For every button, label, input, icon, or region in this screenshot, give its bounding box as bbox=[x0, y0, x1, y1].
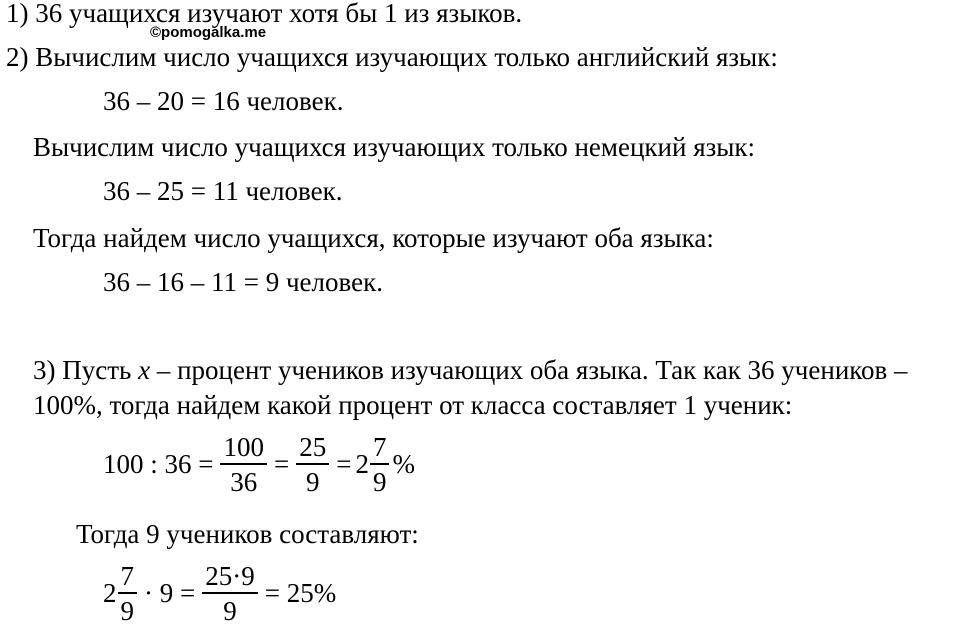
line-step-3-start: 3) Пусть bbox=[33, 355, 139, 385]
line-nine-students: Тогда 9 учеников составляют: bbox=[76, 519, 419, 549]
line-step-3-end: – процент учеников изучающих оба языка. Так как 36 учеников – bbox=[150, 355, 908, 385]
percent-sign: % bbox=[392, 449, 415, 480]
equals-sign: = bbox=[336, 449, 352, 480]
fraction-numerator: 25·9 bbox=[205, 561, 255, 591]
fraction-25-over-9 bbox=[296, 434, 329, 496]
line-both-calc: 36 – 16 – 11 = 9 человек. bbox=[103, 267, 383, 297]
equals-sign: = bbox=[273, 449, 290, 480]
watermark: ©pomogalka.me bbox=[150, 24, 267, 41]
fraction-denominator: 9 bbox=[372, 466, 387, 497]
fraction-denominator: 9 bbox=[223, 595, 237, 626]
fraction-7-over-9 bbox=[118, 563, 138, 625]
line-both-intro: Тогда найдем число учащихся, которые изучают оба языка: bbox=[33, 223, 714, 253]
fraction-numerator: 100 bbox=[223, 432, 264, 462]
result-25-percent: = 25% bbox=[264, 578, 337, 609]
line-step-1: 1) 36 учащихся изучают хотя бы 1 из языков. bbox=[6, 0, 523, 28]
fraction-100-over-36 bbox=[220, 434, 267, 496]
fraction-denominator: 9 bbox=[120, 595, 134, 626]
formula1-lhs: 100 : 36 = bbox=[103, 449, 214, 480]
formula-percent-per-student bbox=[103, 434, 415, 496]
line-step-2: 2) Вычислим число учащихся изучающих только английский язык: bbox=[6, 42, 778, 72]
multiply-nine: · 9 = bbox=[144, 578, 196, 609]
line-german-only-intro: Вычислим число учащихся изучающих только немецкий язык: bbox=[33, 132, 756, 162]
line-percent-intro: 100%, тогда найдем какой процент от класса составляет 1 ученик: bbox=[33, 390, 793, 420]
line-step-3 bbox=[33, 357, 908, 384]
fraction-denominator: 36 bbox=[230, 466, 258, 497]
formula-nine-students-percent bbox=[103, 563, 340, 625]
mixed-number-whole: 2 bbox=[103, 578, 117, 609]
fraction-25x9-over-9 bbox=[202, 563, 258, 625]
fraction-denominator: 9 bbox=[305, 466, 320, 497]
variable-x: x bbox=[138, 355, 151, 385]
fraction-numerator: 7 bbox=[120, 561, 134, 591]
line-german-only-calc: 36 – 25 = 11 человек. bbox=[103, 176, 343, 206]
fraction-numerator: 25 bbox=[299, 432, 327, 462]
mixed-number-whole: 2 bbox=[355, 449, 369, 480]
fraction-numerator: 7 bbox=[372, 432, 387, 462]
fraction-7-over-9 bbox=[370, 434, 390, 496]
line-english-only-calc: 36 – 20 = 16 человек. bbox=[103, 86, 344, 116]
